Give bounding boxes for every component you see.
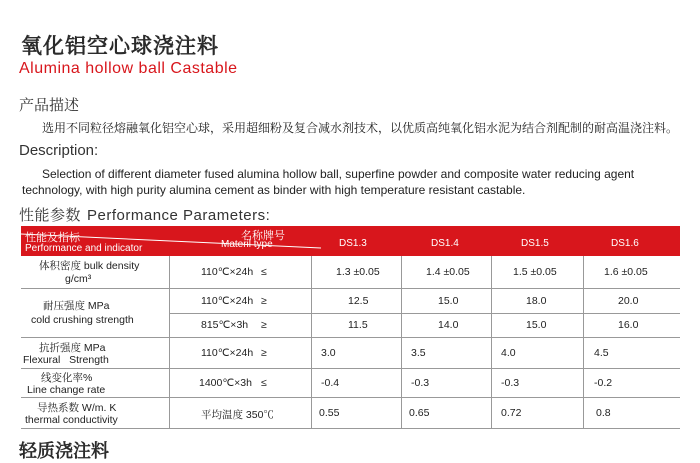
row-name-cn: 抗折强度 MPa: [39, 342, 106, 354]
perf-heading: [19, 204, 270, 225]
table-row: [21, 289, 680, 338]
desc-en-heading: Description:: [19, 142, 99, 159]
row-value: 11.5: [348, 319, 368, 331]
row-value: -0.3: [501, 377, 520, 389]
row-value: 15.0: [526, 319, 547, 331]
desc-cn-text: 选用不同粒径熔融氧化铝空心球，采用超细粉及复合减水剂技术，以优质高纯氧化铝水泥为结合剂配制的耐高温浇注料。: [42, 121, 679, 135]
table-row: [21, 256, 680, 289]
row-value: 1.4 ±0.05: [426, 266, 470, 278]
row-value: 0.55: [319, 407, 340, 419]
next-section-title: 轻质浇注料: [19, 441, 109, 462]
row-value: 0.8: [596, 407, 611, 419]
table-header: [21, 226, 680, 256]
row-value: 12.5: [348, 295, 369, 307]
row-operator: ≥: [261, 319, 267, 331]
desc-cn-heading: 产品描述: [19, 97, 80, 114]
row-value: 0.72: [501, 407, 522, 419]
row-value: 4.5: [594, 347, 609, 359]
row-value: 1.3 ±0.05: [336, 266, 380, 278]
row-value: 4.0: [501, 347, 516, 359]
row-value: -0.4: [321, 377, 340, 389]
row-condition: 平均温度 350℃: [201, 409, 274, 421]
table-row: [21, 338, 680, 369]
row-value: 15.0: [438, 295, 459, 307]
row-condition: 815℃×3h: [201, 319, 249, 331]
performance-table: [21, 226, 680, 429]
row-value: 1.6 ±0.05: [604, 266, 648, 278]
table-row: [21, 398, 680, 429]
row-value: 16.0: [618, 319, 639, 331]
row-operator: ≤: [261, 266, 267, 278]
page-subtitle: Alumina hollow ball Castable: [19, 60, 238, 77]
header-type-en: Materil type: [221, 239, 273, 250]
row-value: 3.0: [321, 347, 336, 359]
perf-heading-en: Performance Parameters:: [87, 207, 271, 224]
row-name-cn: 耐压强度 MPa: [43, 300, 110, 312]
row-value: 14.0: [438, 319, 459, 331]
table-row: [21, 369, 680, 398]
header-grade: DS1.6: [611, 238, 639, 249]
row-value: 1.5 ±0.05: [513, 266, 557, 278]
header-indicator-en: Performance and indicator: [25, 243, 143, 254]
header-indicator-cn: 性能及指标: [25, 232, 80, 244]
row-name-cn: 导热系数 W/m. K: [37, 402, 117, 414]
header-grade: DS1.5: [521, 238, 549, 249]
row-name-en: Line change rate: [27, 384, 106, 396]
row-value: 0.65: [409, 407, 430, 419]
row-name-cn: 线变化率%: [41, 372, 93, 384]
row-condition: 110℃×24h: [201, 295, 254, 307]
row-value: 20.0: [618, 295, 639, 307]
row-operator: ≥: [261, 347, 267, 359]
header-type-cn: 名称牌号: [241, 230, 285, 242]
perf-heading-cn: 性能参数: [19, 207, 82, 224]
header-grade: DS1.4: [431, 238, 459, 249]
row-name-en: g/cm³: [65, 273, 92, 285]
row-value: 18.0: [526, 295, 547, 307]
row-name-cn: 体积密度 bulk density: [39, 260, 140, 272]
header-grade: DS1.3: [339, 238, 367, 249]
row-condition: 110℃×24h: [201, 266, 254, 278]
desc-en-text: Selection of different diameter fused alumina hollow ball, superfine powder and composite water reducing agent technology, with high purity alumina cement as binder with high temperature resistant castable.: [22, 167, 635, 197]
row-value: 3.5: [411, 347, 426, 359]
row-operator: ≥: [261, 295, 267, 307]
row-condition: 110℃×24h: [201, 347, 254, 359]
page-title: 氧化铝空心球浇注料: [21, 34, 219, 58]
row-value: -0.3: [411, 377, 430, 389]
row-name-en: thermal conductivity: [25, 414, 118, 426]
row-name-en: cold crushing strength: [31, 314, 134, 326]
row-value: -0.2: [594, 377, 613, 389]
row-condition: 1400℃×3h: [199, 377, 252, 389]
row-operator: ≤: [261, 377, 267, 389]
row-name-en: Flexural Strength: [23, 354, 109, 366]
